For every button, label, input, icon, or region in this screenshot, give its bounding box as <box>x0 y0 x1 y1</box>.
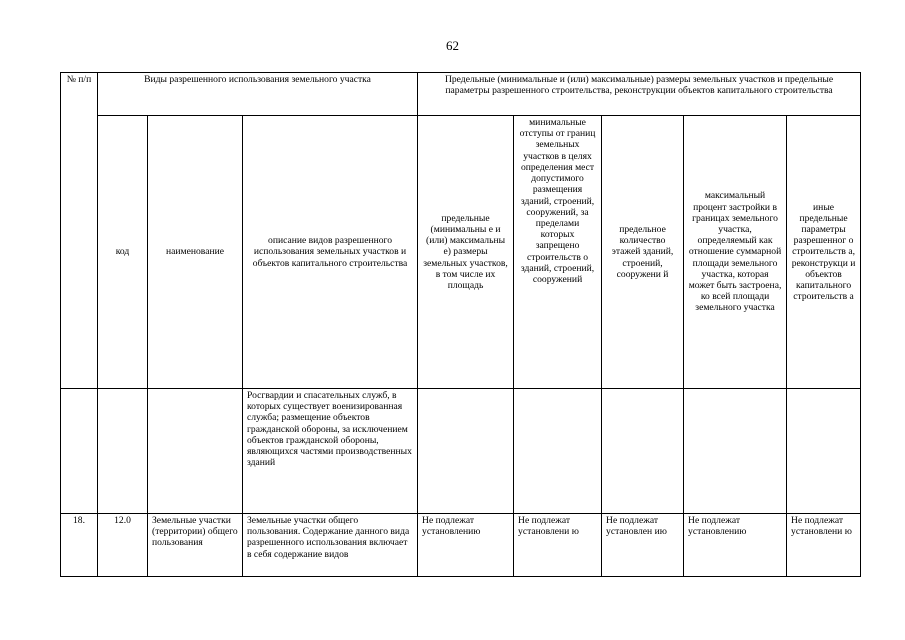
cell-setbacks <box>514 389 602 514</box>
header-other: иные предельные параметры разрешенног о строительств а, реконструкци и объектов капитального строительств а <box>787 116 861 389</box>
header-code: код <box>98 116 148 389</box>
cell-name <box>148 389 243 514</box>
header-num: № п/п <box>61 73 98 389</box>
cell-description: Росгвардии и спасательных служб, в которых существует военизированная служба; размещение объектов гражданской обороны, за исключением объектов гражданской обороны, являющихся частями производственных зданий <box>243 389 418 514</box>
cell-size: Не подлежат установлению <box>418 514 514 577</box>
header-size: предельные (минимальны е и (или) максимальны е) размеры земельных участков, в том числе их площадь <box>418 116 514 389</box>
cell-size <box>418 389 514 514</box>
cell-description: Земельные участки общего пользования. Содержание данного вида разрешенного использования включает в себя содержание видов <box>243 514 418 577</box>
table-header-row-2 <box>61 116 861 389</box>
cell-coverage: Не подлежат установлению <box>684 514 787 577</box>
header-floors: предельное количество этажей зданий, строений, сооружени й <box>602 116 684 389</box>
table-header-row-1 <box>61 73 861 116</box>
cell-code <box>98 389 148 514</box>
header-limits-group: Предельные (минимальные и (или) максимальные) размеры земельных участков и предельные параметры разрешенного строительства, реконструкции объектов капитального строительства <box>418 73 861 116</box>
page-number: 62 <box>446 38 459 53</box>
cell-floors: Не подлежат установлен ию <box>602 514 684 577</box>
cell-setbacks: Не подлежат установлени ю <box>514 514 602 577</box>
header-description: описание видов разрешенного использования земельных участков и объектов капитального строительства <box>243 116 418 389</box>
cell-name: Земельные участки (территории) общего пользования <box>148 514 243 577</box>
cell-code: 12.0 <box>98 514 148 577</box>
header-coverage: максимальный процент застройки в границах земельного участка, определяемый как отношение суммарной площади земельного участка, которая может быть застроена, ко всей площади земельного участка <box>684 116 787 389</box>
cell-other <box>787 389 861 514</box>
permitted-use-table <box>60 72 861 577</box>
header-name: наименование <box>148 116 243 389</box>
cell-floors <box>602 389 684 514</box>
header-kinds-group: Виды разрешенного использования земельного участка <box>98 73 418 116</box>
table-row <box>61 514 861 577</box>
table-row <box>61 389 861 514</box>
cell-num: 18. <box>61 514 98 577</box>
cell-coverage <box>684 389 787 514</box>
header-setbacks: минимальные отступы от границ земельных участков в целях определения мест допустимого размещения зданий, строений, сооружений, за пределами которых запрещено строительств о зданий, строений, сооружений <box>514 116 602 389</box>
cell-num <box>61 389 98 514</box>
cell-other: Не подлежат установлени ю <box>787 514 861 577</box>
